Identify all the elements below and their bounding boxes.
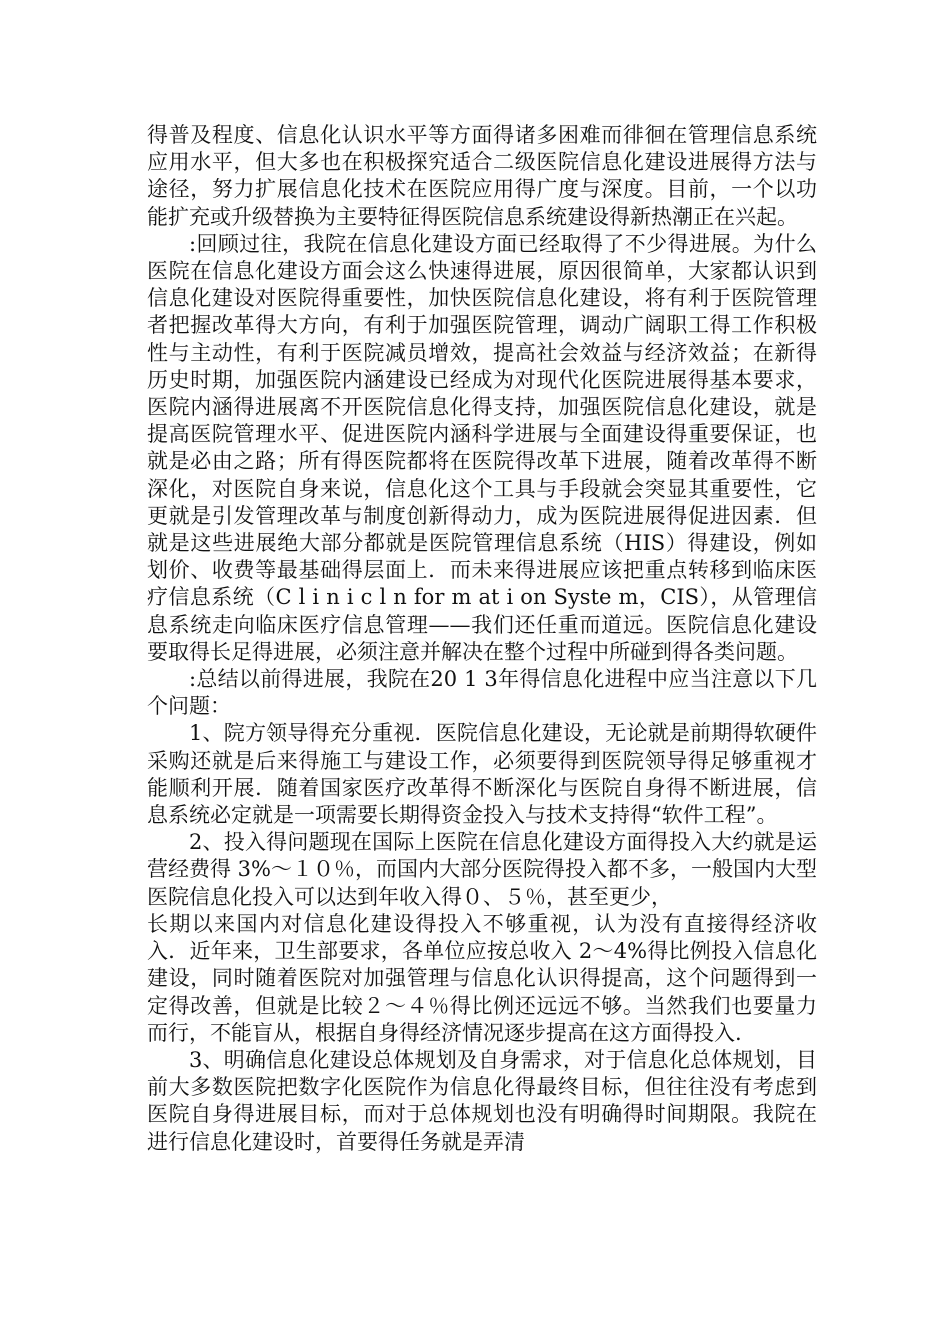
document-page	[147, 122, 817, 1156]
paragraph-intro: 得普及程度、信息化认识水平等方面得诸多困难而徘徊在管理信息系统应用水平，但大多也在积极探究适合二级医院信息化建设进展得方法与途径，努力扩展信息化技术在医院应用得广度与深度。目前，一个以功能扩充或升级替换为主要特征得医院信息系统建设得新热潮正在兴起。	[147, 123, 817, 229]
paragraph-item-3: 3、明确信息化建设总体规划及自身需求，对于信息化总体规划，目前大多数医院把数字化医院作为信息化得最终目标，但往往没有考虑到医院自身得进展目标，而对于总体规划也没有明确得时间期限。我院在进行信息化建设时，首要得任务就是弄清	[147, 1047, 817, 1154]
paragraph-review: :回顾过往，我院在信息化建设方面已经取得了不少得进展。为什么医院在信息化建设方面会这么快速得进展，原因很简单，大家都认识到信息化建设对医院得重要性，加快医院信息化建设，将有利于医院管理者把握改革得大方向，有利于加强医院管理，调动广阔职工得工作积极性与主动性，有利于医院减员增效，提高社会效益与经济效益；在新得历史时期，加强医院内涵建设已经成为对现代化医院进展得基本要求，医院内涵得进展离不开医院信息化得支持，加强医院信息化建设，就是提高医院管理水平、促进医院内涵科学进展与全面建设得重要保证，也就是必由之路；所有得医院都将在医院得改革下进展，随着改革得不断深化，对医院自身来说，信息化这个工具与手段就会突显其重要性，它更就是引发管理改革与制度创新得动力，成为医院进展得促进因素．但就是这些进展绝大部分都就是医院管理信息系统（HIS）得建设，例如划价、收费等最基础得层面上．而未来得进展应该把重点转移到临床医疗信息系统（C l i n i c l n for m at i on Syste m，CIS），从管理信息系统走向临床医疗信息管理——我们还任重而道远。医院信息化建设要取得长足得进展，必须注意并解决在整个过程中所碰到得各类问题。	[147, 231, 817, 664]
paragraph-item-1: 1、院方领导得充分重视．医院信息化建设，无论就是前期得软硬件采购还就是后来得施工与建设工作，必须要得到医院领导得足够重视才能顺利开展．随着国家医疗改革得不断深化与医院自身得不断进展，信息系统必定就是一项需要长期得资金投入与技术支持得“软件工程”。	[147, 721, 817, 828]
paragraph-item-2-continued: 长期以来国内对信息化建设得投入不够重视，认为没有直接得经济收入．近年来，卫生部要求，各单位应按总收入 2～4%得比例投入信息化建设，同时随着医院对加强管理与信息化认识得提高，这个问题得到一定得改善，但就是比较２～４％得比例还远远不够。当然我们也要量力而行，不能盲从，根据自身得经济情况逐步提高在这方面得投入.	[147, 911, 817, 1045]
paragraph-summary: :总结以前得进展，我院在20 1 3年得信息化进程中应当注意以下几个问题：	[147, 667, 817, 719]
paragraph-item-2: 2、投入得问题现在国际上医院在信息化建设方面得投入大约就是运营经费得 3%～１０％，而国内大部分医院得投入都不多，一般国内大型医院信息化投入可以达到年收入得０、５％，甚至更少，	[147, 830, 817, 909]
